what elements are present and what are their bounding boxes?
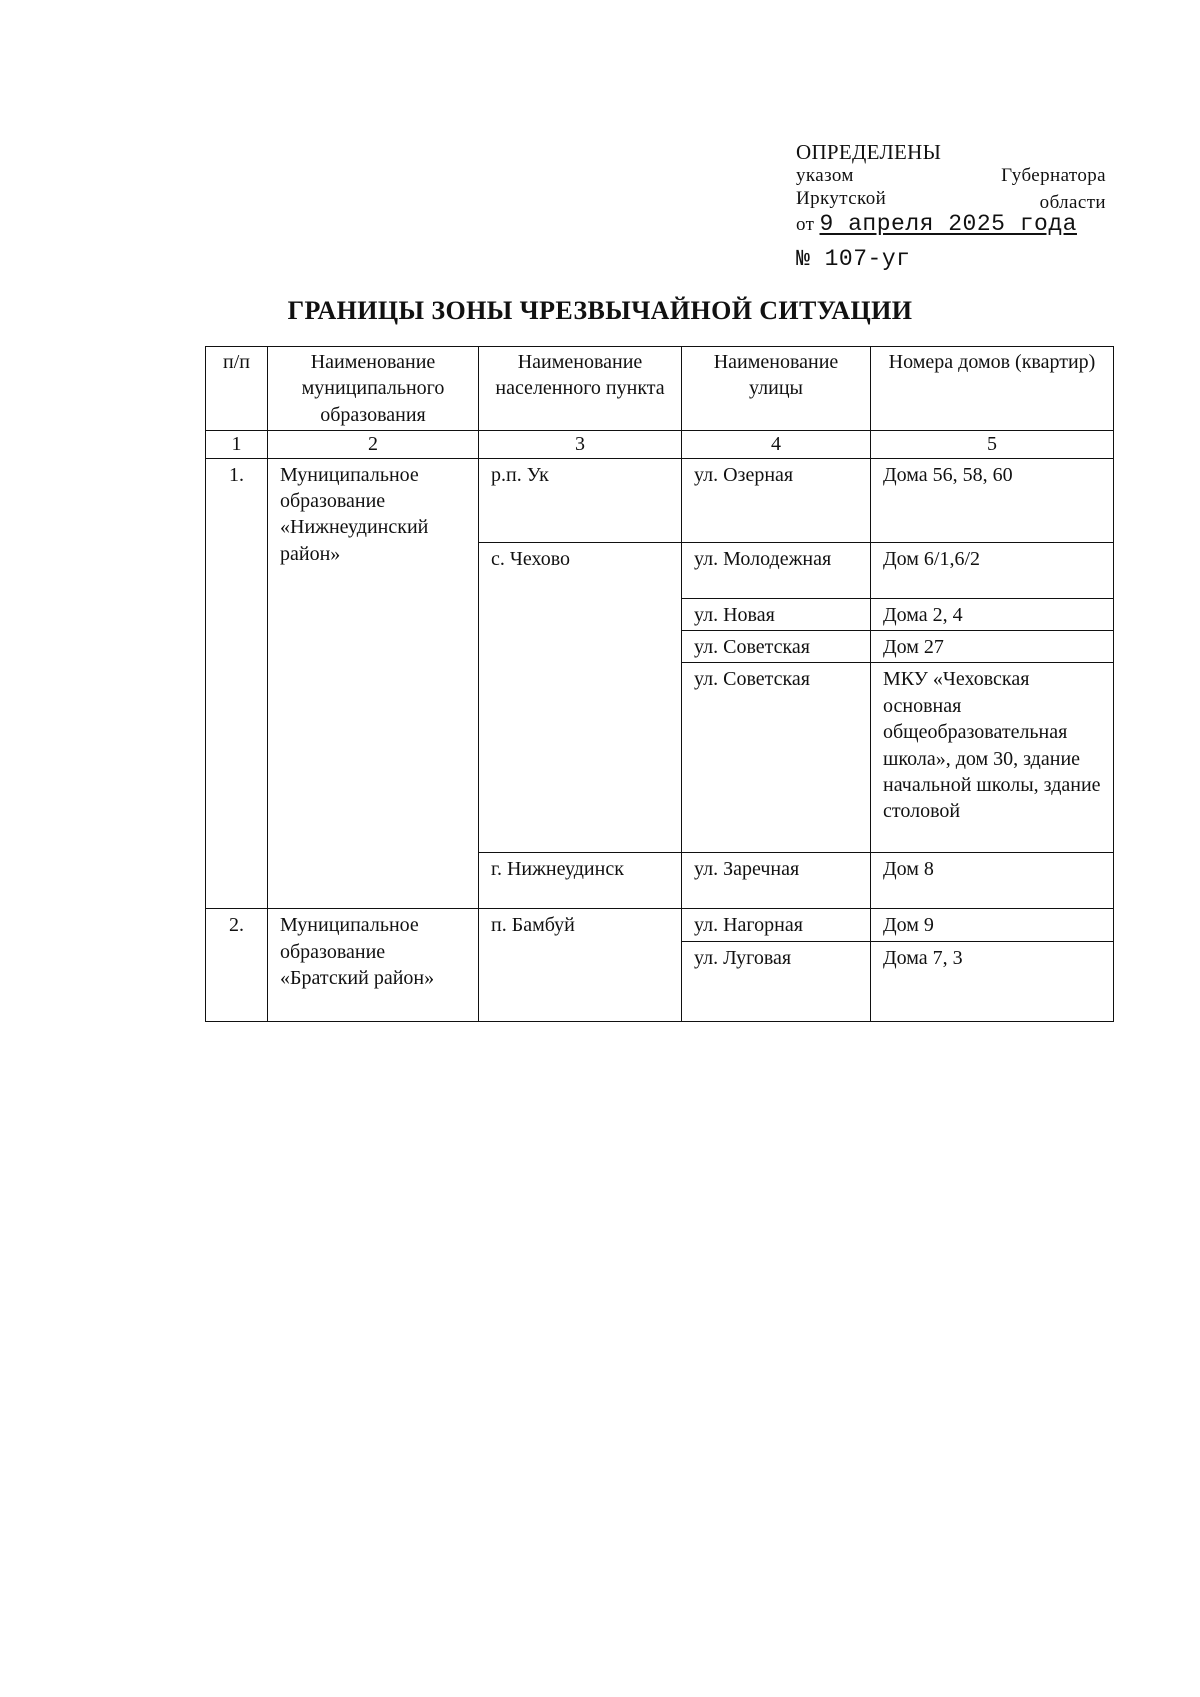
houses-cell: Дом 6/1,6/2: [871, 542, 1114, 598]
street-cell: ул. Заречная: [682, 853, 871, 909]
street-cell: ул. Молодежная: [682, 542, 871, 598]
column-number: 4: [682, 431, 871, 458]
header-street: Наименование улицы: [682, 347, 871, 431]
approval-governor-word: Губернатора: [1001, 165, 1106, 187]
approval-decree-word: указом: [796, 165, 854, 187]
approval-line-decree: [796, 165, 1106, 188]
houses-cell: Дома 56, 58, 60: [871, 458, 1114, 542]
table-row: [206, 458, 1114, 542]
column-number-row: [206, 431, 1114, 458]
street-cell: ул. Новая: [682, 598, 871, 630]
table-row: [206, 909, 1114, 941]
header-municipality: Наименование муниципального образования: [268, 347, 479, 431]
street-cell: ул. Луговая: [682, 941, 871, 1021]
approval-line-region: [796, 188, 1106, 211]
column-number: 5: [871, 431, 1114, 458]
approval-region-word: Иркутской: [796, 187, 887, 209]
column-number: 2: [268, 431, 479, 458]
document-title: ГРАНИЦЫ ЗОНЫ ЧРЕЗВЫЧАЙНОЙ СИТУАЦИИ: [287, 296, 913, 325]
column-number: 1: [206, 431, 268, 458]
municipality-cell: Муниципальное образование «Нижнеудинский район»: [268, 458, 479, 909]
municipality-cell: Муниципальное образование «Братский район»: [268, 909, 479, 1021]
street-cell: ул. Советская: [682, 663, 871, 853]
settlement-cell: п. Бамбуй: [479, 909, 682, 1021]
approval-oblast-word: области: [1039, 191, 1106, 213]
houses-cell: Дом 8: [871, 853, 1114, 909]
header-houses: Номера домов (квартир): [871, 347, 1114, 431]
street-cell: ул. Нагорная: [682, 909, 871, 941]
row-number: 2.: [206, 909, 268, 1021]
row-number: 1.: [206, 458, 268, 909]
houses-cell: МКУ «Чеховская основная общеобразовательная школа», дом 30, здание начальной школы, здание столовой: [871, 663, 1114, 853]
approval-date-prefix: от: [796, 213, 815, 235]
approval-block: [796, 140, 1106, 274]
approval-heading: ОПРЕДЕЛЕНЫ: [796, 140, 942, 164]
houses-cell: Дом 9: [871, 909, 1114, 941]
column-number: 3: [479, 431, 682, 458]
table-header-row: [206, 347, 1114, 431]
header-settlement: Наименование населенного пункта: [479, 347, 682, 431]
settlement-cell: г. Нижнеудинск: [479, 853, 682, 909]
header-index: п/п: [206, 347, 268, 431]
houses-cell: Дома 2, 4: [871, 598, 1114, 630]
street-cell: ул. Озерная: [682, 458, 871, 542]
settlement-cell: р.п. Ук: [479, 458, 682, 542]
approval-date-value: 9 апреля 2025 года: [819, 210, 1077, 237]
houses-cell: Дом 27: [871, 630, 1114, 662]
zone-boundaries-table: [205, 346, 1114, 1022]
street-cell: ул. Советская: [682, 630, 871, 662]
approval-number: № 107-уг: [796, 246, 911, 273]
settlement-cell: с. Чехово: [479, 542, 682, 853]
houses-cell: Дома 7, 3: [871, 941, 1114, 1021]
approval-date-line: [796, 211, 1106, 239]
